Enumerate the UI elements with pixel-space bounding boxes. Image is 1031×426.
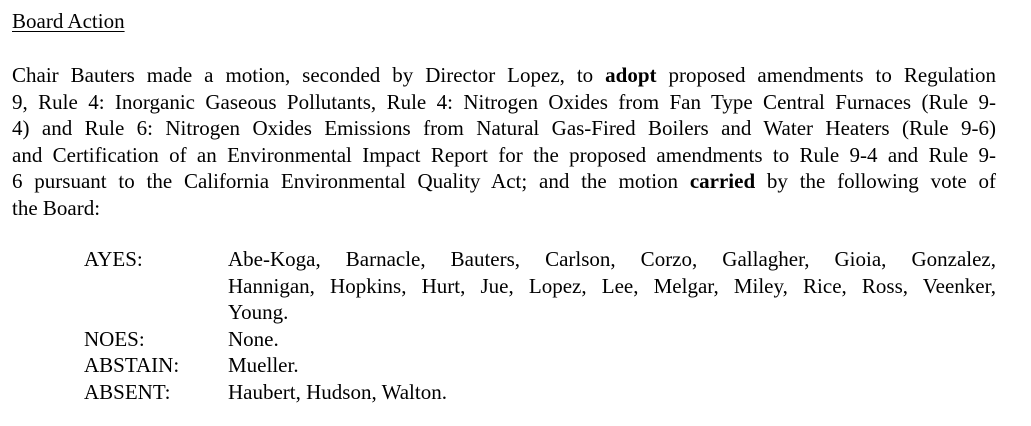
vote-names-ayes — [228, 246, 996, 326]
paragraph-line: 4) and Rule 6: Nitrogen Oxides Emissions from Natural Gas-Fired Boilers and Water Heaters (Rule 9-6) — [12, 116, 996, 141]
vote-label-noes: NOES: — [84, 326, 145, 351]
vote-label-abstain: ABSTAIN: — [84, 353, 180, 378]
paragraph-line: and Certification of an Environmental Impact Report for the proposed amendments to Rule 9-4 and Rule 9- — [12, 142, 996, 167]
vote-row-noes — [84, 326, 996, 353]
paragraph-line: 9, Rule 4: Inorganic Gaseous Pollutants, Rule 4: Nitrogen Oxides from Fan Type Central Furnaces (Rule 9- — [12, 89, 996, 114]
vote-names-line: Hannigan, Hopkins, Hurt, Jue, Lopez, Lee, Melgar, Miley, Rice, Ross, Veenker, — [228, 273, 996, 298]
vote-names-line: Mueller. — [228, 353, 299, 378]
vote-row-ayes — [84, 246, 996, 326]
section-heading: Board Action — [12, 9, 125, 33]
vote-names-line: Abe-Koga, Barnacle, Bauters, Carlson, Corzo, Gallagher, Gioia, Gonzalez, — [228, 247, 996, 271]
vote-names-line: Haubert, Hudson, Walton. — [228, 379, 447, 404]
vote-row-absent — [84, 379, 996, 406]
vote-names-abstain — [228, 352, 996, 379]
paragraph-line: Chair Bauters made a motion, seconded by Director Lopez, to adopt proposed amendments to Regulation — [12, 63, 996, 87]
vote-label-absent: ABSENT: — [84, 379, 171, 404]
emphasis-adopt: adopt — [605, 63, 657, 87]
vote-label-ayes: AYES: — [84, 247, 143, 271]
vote-names-absent — [228, 379, 996, 406]
vote-row-abstain — [84, 352, 996, 379]
vote-table — [84, 246, 996, 406]
motion-paragraph — [12, 62, 996, 222]
vote-names-noes — [228, 326, 996, 353]
paragraph-line: 6 pursuant to the California Environmental Quality Act; and the motion carried by the following vote of — [12, 169, 997, 194]
emphasis-carried: carried — [689, 169, 756, 194]
paragraph-line: the Board: — [12, 195, 101, 220]
vote-names-line: None. — [228, 326, 279, 351]
vote-names-line: Young. — [228, 300, 289, 325]
